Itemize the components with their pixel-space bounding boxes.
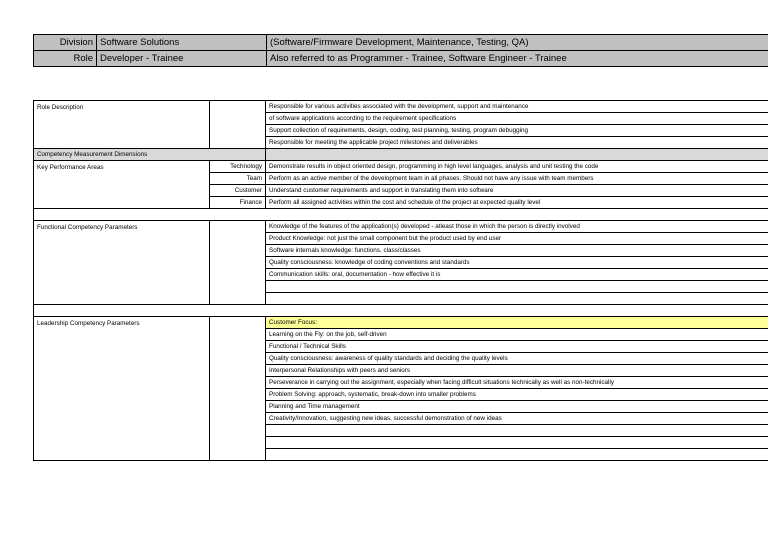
kpa-text: Perform as an active member of the development team in all phases. Should not have any issue with team members bbox=[266, 173, 768, 185]
empty-cell bbox=[210, 221, 266, 305]
role-desc-row bbox=[34, 101, 768, 113]
functional-item: Communication skills: oral, documentation - how effective it is bbox=[266, 269, 768, 281]
empty-cell bbox=[210, 317, 266, 461]
functional-item: Product Knowledge: not just the small component but the product used by end user bbox=[266, 233, 768, 245]
kpa-text: Perform all assigned activities within the cost and schedule of the project at expected quality level bbox=[266, 197, 768, 209]
leadership-item: Functional / Technical Skills bbox=[266, 341, 768, 353]
division-description: (Software/Firmware Development, Maintenance, Testing, QA) bbox=[267, 35, 768, 51]
leadership-item: Problem Solving: approach, systematic, break-down into smaller problems bbox=[266, 389, 768, 401]
leadership-item: Creativity/Innovation, suggesting new ideas, successful demonstration of new ideas bbox=[266, 413, 768, 425]
functional-item: Software internals knowledge: functions, class/classes bbox=[266, 245, 768, 257]
division-value: Software Solutions bbox=[97, 35, 267, 51]
role-label: Role bbox=[34, 51, 97, 67]
division-label: Division bbox=[34, 35, 97, 51]
role-desc-item: Responsible for various activities associated with the development, support and maintenance bbox=[266, 101, 768, 113]
kpa-text: Demonstrate results in object oriented design, programming in high level languages, analysis and unit testing the code bbox=[266, 161, 768, 173]
spacer-cell bbox=[34, 209, 768, 221]
functional-row bbox=[34, 221, 768, 233]
role-desc-item: Support collection of requirements, design, coding, test planning, testing, program debugging bbox=[266, 125, 768, 137]
kpa-area: Customer bbox=[210, 185, 266, 197]
spacer-row bbox=[34, 305, 768, 317]
empty-cell bbox=[266, 149, 768, 161]
leadership-row bbox=[34, 317, 768, 329]
empty-cell bbox=[210, 101, 266, 149]
role-row bbox=[34, 51, 768, 67]
header-table bbox=[33, 34, 768, 67]
leadership-item: Planning and Time management bbox=[266, 401, 768, 413]
leadership-label: Leadership Competency Parameters bbox=[34, 317, 210, 461]
leadership-item: Interpersonal Relationships with peers and seniors bbox=[266, 365, 768, 377]
kpa-area: Technology bbox=[210, 161, 266, 173]
role-description: Also referred to as Programmer - Trainee, Software Engineer - Trainee bbox=[267, 51, 768, 67]
role-value: Developer - Trainee bbox=[97, 51, 267, 67]
competency-header: Competency Measurement Dimensions bbox=[34, 149, 266, 161]
empty-cell bbox=[266, 281, 768, 293]
leadership-item: Quality consciousness: awareness of quality standards and deciding the quality levels bbox=[266, 353, 768, 365]
empty-cell bbox=[266, 425, 768, 437]
kpa-row bbox=[34, 161, 768, 173]
spacer-cell bbox=[34, 305, 768, 317]
leadership-item: Learning on the Fly: on the job, self-driven bbox=[266, 329, 768, 341]
spacer-row bbox=[34, 209, 768, 221]
role-desc-item: Responsible for meeting the applicable project milestones and deliverables bbox=[266, 137, 768, 149]
empty-cell bbox=[266, 293, 768, 305]
kpa-area: Finance bbox=[210, 197, 266, 209]
leadership-item: Perseverance in carrying out the assignment, especially when facing difficult situations technically as well as non-technically bbox=[266, 377, 768, 389]
functional-item: Quality consciousness: knowledge of coding conventions and standards bbox=[266, 257, 768, 269]
role-description-label: Role Description bbox=[34, 101, 210, 149]
functional-item: Knowledge of the features of the application(s) developed - atleast those in which the person is directly involved bbox=[266, 221, 768, 233]
empty-cell bbox=[266, 449, 768, 461]
empty-cell bbox=[266, 437, 768, 449]
kpa-label: Key Performance Areas bbox=[34, 161, 210, 209]
section-header-row bbox=[34, 149, 768, 161]
leadership-item-highlighted: Customer Focus: bbox=[266, 317, 768, 329]
kpa-area: Team bbox=[210, 173, 266, 185]
kpa-text: Understand customer requirements and support in translating them into software bbox=[266, 185, 768, 197]
competency-table bbox=[33, 100, 768, 461]
functional-label: Functional Competency Parameters bbox=[34, 221, 210, 305]
role-desc-item: of software applications according to the requirement specifications bbox=[266, 113, 768, 125]
division-row bbox=[34, 35, 768, 51]
